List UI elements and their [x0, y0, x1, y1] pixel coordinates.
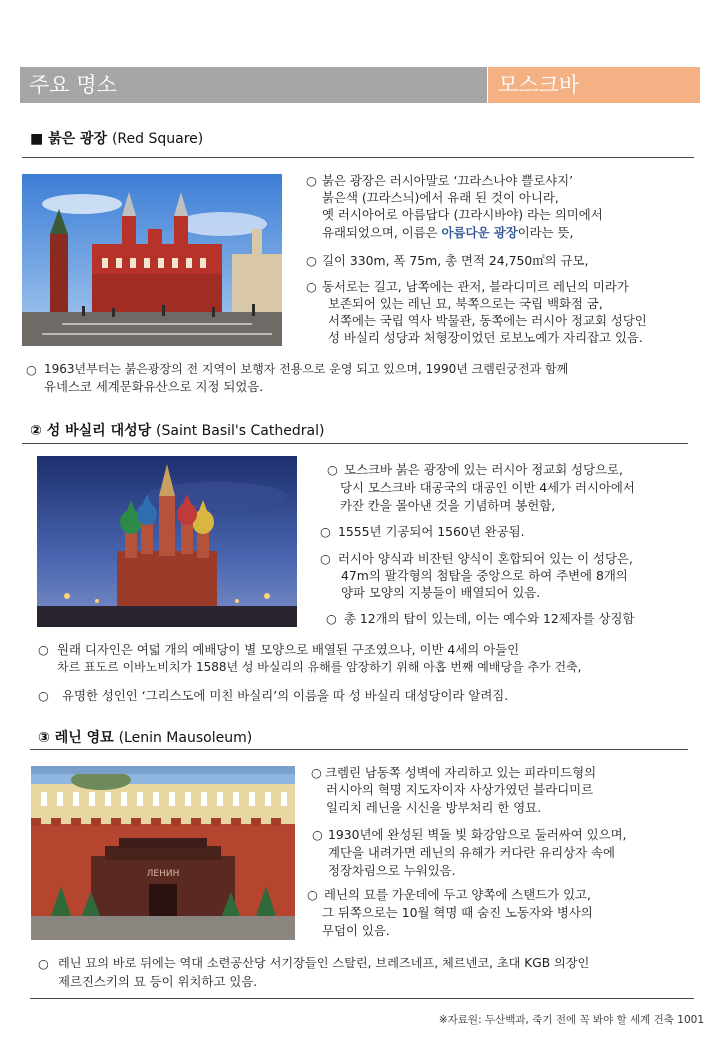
bullet-symbol: ○ [26, 362, 37, 377]
mausoleum-inscription: ЛЕНИН [146, 869, 180, 879]
bullet-text: 옛 러시아어로 아름답다 (끄라시바야) 라는 의미에서 [322, 207, 603, 222]
section-marker: ② [30, 423, 42, 439]
bullet-symbol: ○ [320, 524, 331, 539]
saint-basil-photo [37, 456, 297, 627]
bullet-symbol: ○ [306, 253, 317, 268]
section-title-ko: 레닌 영묘 [54, 730, 114, 746]
bullet-text: 러시아의 혁명 지도자이자 사상가였던 블라디미르 [326, 782, 594, 797]
header-city: 모스크바 [488, 67, 700, 103]
bullet-symbol: ○ [327, 462, 338, 477]
bullet-text: 카잔 칸을 몰아낸 것을 기념하며 봉헌함, [340, 498, 556, 513]
footer-divider [30, 998, 694, 999]
bullet-text [322, 224, 573, 241]
bullet-text: 일리치 레닌을 시신을 방부처리 한 영묘. [326, 800, 542, 815]
red-square-photo [22, 174, 282, 346]
bullet-text: 무덤이 있음. [322, 923, 390, 938]
bullet-text: 레닌 묘의 바로 뒤에는 역대 소련공산당 서기장들인 스탈린, 브레즈네프, 체르넨코, 초대 KGB 의장인 [58, 956, 590, 970]
bullet-symbol: ○ [306, 173, 317, 188]
bullet-text: 모스크바 붉은 광장에 있는 러시아 정교회 성당으로, [344, 462, 623, 477]
highlight-text: 아름다운 광장 [441, 225, 518, 240]
bullet-text: 유명한 성인인 ‘그리스도에 미친 바실리’의 이름을 따 성 바실리 대성당이라 알려짐. [62, 688, 509, 703]
bullet-text-pre: 유래되었으며, 이름은 [322, 225, 442, 240]
bullet-text: 1555년 기공되어 1560년 완공됨. [338, 524, 525, 539]
bullet-text: 길이 330m, 폭 75m, 총 면적 24,750㎡의 규모, [322, 253, 589, 268]
bullet-text-post: 이라는 뜻, [517, 225, 574, 240]
bullet-text: 레닌의 묘를 가운데에 두고 양쪽에 스탠드가 있고, [324, 887, 591, 902]
bullet-text: 양파 모양의 지붕들이 배열되어 있음. [341, 585, 541, 600]
bullet-text: 서쪽에는 국립 역사 박물관, 동쪽에는 러시아 정교회 성당인 [328, 313, 647, 328]
section-divider [30, 749, 688, 750]
bullet-text: 계단을 내려가면 레닌의 유해가 커다란 유리상자 속에 [328, 845, 615, 860]
bullet-text: 성 바실리 성당과 처형장이었던 로보노예가 자리잡고 있음. [328, 330, 643, 345]
lenin-mausoleum-photo [31, 766, 295, 940]
bullet-text: 유네스코 세계문화유산으로 지정 되었음. [44, 379, 264, 394]
bullet-text: 크렘린 남동쪽 성벽에 자리하고 있는 피라미드형의 [325, 765, 597, 780]
bullet-text: 동서로는 길고, 남쪽에는 관저, 블라디미르 레닌의 미라가 [322, 279, 629, 294]
bullet-text: 러시아 양식과 비잔틴 양식이 혼합되어 있는 이 성당은, [338, 551, 633, 566]
section-marker: ③ [38, 730, 50, 746]
source-note: ※자료원: 두산백과, 죽기 전에 꼭 봐야 할 세계 건축 1001 [438, 1014, 704, 1026]
bullet-text: 붉은색 (끄라스늬)에서 유래 된 것이 아니라, [322, 190, 559, 205]
section-title-lenin-mausoleum [38, 727, 252, 747]
section-title-en: (Red Square) [111, 131, 204, 147]
section-title-red-square [30, 128, 203, 148]
bullet-symbol: ○ [307, 887, 318, 902]
bullet-text: 정장차림으로 누워있음. [328, 863, 456, 878]
section-title-ko: 붉은 광장 [48, 131, 108, 147]
bullet-text: 1930년에 완성된 벽돌 빛 화강암으로 둘러싸여 있으며, [328, 827, 627, 842]
bullet-symbol: ○ [320, 551, 331, 566]
bullet-symbol: ○ [38, 688, 49, 703]
bullet-text: 붉은 광장은 러시아말로 ‘끄라스나야 쁠로샤지’ [322, 173, 574, 188]
bullet-text: 47m의 팔각형의 첨탑을 중앙으로 하여 주변에 8개의 [341, 568, 628, 583]
bullet-text: 당시 모스크바 대공국의 대공인 이반 4세가 러시아에서 [340, 480, 635, 495]
bullet-symbol: ○ [311, 765, 322, 780]
bullet-symbol: ○ [38, 956, 49, 971]
bullet-symbol: ○ [326, 611, 337, 626]
bullet-symbol: ○ [306, 279, 317, 294]
section-title-ko: 성 바실리 대성당 [46, 423, 152, 439]
bullet-text: 제르진스키의 묘 등이 위치하고 있음. [58, 974, 258, 989]
bullet-symbol: ○ [38, 642, 49, 657]
section-title-en: (Saint Basil's Cathedral) [156, 423, 325, 439]
section-title-en: (Lenin Mausoleum) [118, 730, 253, 746]
bullet-text: 1963년부터는 붉은광장의 전 지역이 보행자 전용으로 운영 되고 있으며, 1990년 크렘린궁전과 함께 [44, 362, 569, 376]
bullet-text: 원래 디자인은 여덟 개의 예배당이 별 모양으로 배열된 구조였으나, 이반 4세의 아들인 [57, 642, 520, 657]
bullet-text: 총 12개의 탑이 있는데, 이는 예수와 12제자를 상징함 [344, 611, 635, 626]
section-divider [22, 157, 694, 158]
header-title: 주요 명소 [20, 67, 487, 103]
section-divider [22, 443, 688, 444]
section-title-saint-basil [30, 420, 324, 440]
bullet-text: 차르 표도르 이바노비치가 1588년 성 바실리의 유해를 암장하기 위해 아홉 번째 예배당을 추가 건축, [57, 660, 582, 674]
bullet-text: 그 뒤쪽으로는 10월 혁명 때 숨진 노동자와 병사의 [322, 905, 593, 920]
section-marker: ■ [30, 131, 44, 147]
bullet-symbol: ○ [312, 827, 323, 842]
bullet-text: 보존되어 있는 레닌 묘, 북쪽으로는 국립 백화점 굼, [328, 296, 603, 311]
